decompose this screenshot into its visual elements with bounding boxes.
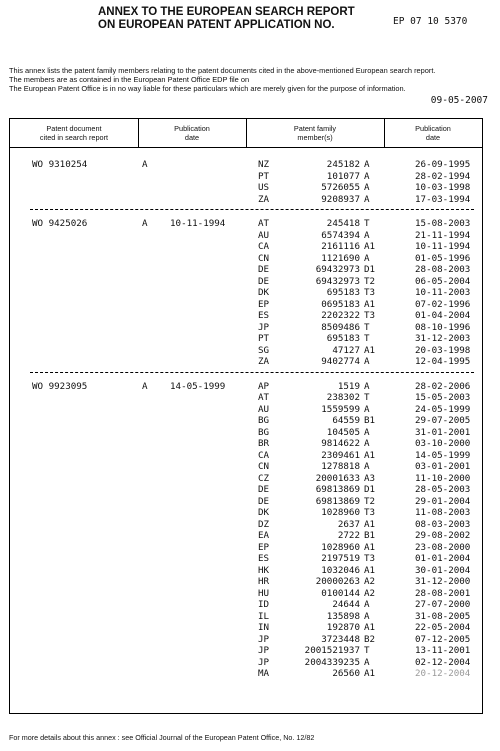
member-country: DE (258, 275, 270, 287)
member-country: EP (258, 298, 270, 310)
member-publication-date: 07-02-1996 (415, 298, 471, 310)
member-number: 20001633 (315, 472, 360, 484)
member-publication-date: 10-03-1998 (415, 182, 471, 193)
member-number: 47127 (332, 344, 360, 356)
table-row (10, 519, 482, 531)
member-kind: A (364, 461, 370, 472)
member-publication-date: 11-08-2003 (415, 507, 471, 518)
member-publication-date: 12-04-1995 (415, 356, 471, 367)
member-country: ZA (258, 356, 270, 367)
table-row (10, 310, 482, 322)
member-country: BR (258, 438, 270, 449)
member-country: CN (258, 252, 270, 264)
member-kind: T3 (364, 310, 376, 321)
table-row (10, 450, 482, 462)
member-country: JP (258, 321, 270, 333)
member-kind: A (364, 599, 370, 610)
table-row (10, 356, 482, 368)
table-row (10, 542, 482, 554)
member-number: 2722 (337, 530, 360, 541)
member-publication-date: 31-12-2000 (415, 576, 471, 587)
member-country: DK (258, 507, 270, 518)
patent-group (10, 218, 482, 368)
member-publication-date: 03-01-2001 (415, 461, 471, 472)
member-number: 5726055 (321, 182, 360, 193)
member-kind: T (364, 645, 370, 656)
member-publication-date: 20-12-2004 (415, 668, 471, 679)
member-publication-date: 29-08-2002 (415, 530, 471, 541)
cited-publication-date: 10-11-1994 (170, 218, 226, 229)
member-number: 0100144 (321, 587, 360, 599)
table-row (10, 381, 482, 393)
table-row (10, 333, 482, 345)
member-country: PT (258, 170, 270, 182)
member-kind: T2 (364, 495, 376, 507)
notice-line2: The members are as contained in the European Patent Office EDP file on (9, 75, 250, 84)
table-row (10, 599, 482, 611)
cited-document-kind: A (142, 159, 148, 170)
member-kind: T (364, 218, 370, 229)
member-country: AU (258, 403, 270, 415)
header-col3-line2: member(s) (297, 133, 333, 142)
member-number: 101077 (326, 170, 360, 182)
member-kind: A (364, 610, 370, 622)
table-row (10, 588, 482, 600)
member-publication-date: 13-11-2001 (415, 645, 471, 656)
member-number: 26560 (332, 668, 360, 679)
member-publication-date: 23-08-2000 (415, 541, 471, 553)
table-row (10, 415, 482, 427)
table-row (10, 427, 482, 439)
member-kind: A1 (364, 298, 376, 310)
header-col4-line2: date (425, 133, 441, 142)
member-number: 69432973 (315, 275, 360, 287)
member-number: 6574394 (321, 229, 360, 241)
table-row (10, 392, 482, 404)
header-col2-line2: date (184, 133, 200, 142)
member-country: CN (258, 461, 270, 472)
table-row (10, 218, 482, 230)
member-number: 24644 (332, 599, 360, 610)
member-number: 695183 (326, 333, 360, 344)
member-number: 9208937 (321, 193, 360, 205)
member-publication-date: 06-05-2004 (415, 275, 471, 287)
member-number: 0695183 (321, 298, 360, 310)
header-col1-line2: cited in search report (39, 133, 109, 142)
header-col1-line1: Patent document (46, 124, 102, 133)
member-number: 8509486 (321, 321, 360, 333)
table-row (10, 299, 482, 311)
cited-document-number: WO 9310254 (32, 159, 88, 170)
member-publication-date: 01-05-1996 (415, 252, 471, 264)
header-patent-document (10, 119, 138, 148)
member-country: HK (258, 564, 270, 576)
member-country: DK (258, 287, 270, 298)
table-row (10, 322, 482, 334)
member-number: 1028960 (321, 507, 360, 518)
table-row (10, 611, 482, 623)
member-number: 1278818 (321, 461, 360, 472)
member-number: 104505 (326, 426, 360, 438)
table-row (10, 484, 482, 496)
table-body (10, 159, 482, 680)
member-number: 238302 (326, 392, 360, 403)
member-publication-date: 28-08-2003 (415, 264, 471, 275)
table-row (10, 496, 482, 508)
member-publication-date: 02-12-2004 (415, 656, 471, 668)
header-family-members (246, 119, 384, 148)
member-country: EA (258, 530, 270, 541)
group-separator-row (10, 368, 482, 381)
table-row (10, 565, 482, 577)
member-country: CA (258, 449, 270, 461)
cited-document-kind: A (142, 218, 148, 229)
member-number: 245418 (326, 218, 360, 229)
member-number: 2001521937 (304, 645, 360, 656)
member-publication-date: 29-07-2005 (415, 415, 471, 426)
member-publication-date: 24-05-1999 (415, 403, 471, 415)
member-publication-date: 11-10-2000 (415, 472, 471, 484)
member-kind: A (364, 356, 370, 367)
member-country: MA (258, 668, 270, 679)
cited-document-number: WO 9425026 (32, 218, 88, 229)
table-row (10, 473, 482, 485)
member-country: JP (258, 633, 270, 645)
member-country: HR (258, 576, 270, 587)
member-number: 1121690 (321, 252, 360, 264)
table-row (10, 159, 482, 171)
member-number: 2309461 (321, 449, 360, 461)
member-kind: A1 (364, 449, 376, 461)
table-row (10, 657, 482, 669)
member-kind: A (364, 159, 370, 170)
member-number: 20000263 (315, 576, 360, 587)
report-title-line1: ANNEX TO THE EUROPEAN SEARCH REPORT (98, 6, 355, 18)
member-kind: T2 (364, 275, 376, 287)
table-row (10, 530, 482, 542)
member-kind: A1 (364, 518, 376, 530)
member-kind: A1 (364, 564, 376, 576)
table-row (10, 194, 482, 206)
group-separator (30, 209, 474, 210)
member-publication-date: 03-10-2000 (415, 438, 471, 449)
member-kind: B2 (364, 633, 376, 645)
member-kind: A (364, 170, 370, 182)
member-country: EP (258, 541, 270, 553)
member-kind: T (364, 333, 370, 344)
report-title-line2: ON EUROPEAN PATENT APPLICATION NO. (98, 19, 335, 31)
table-row (10, 438, 482, 450)
member-kind: A (364, 193, 370, 205)
member-kind: A (364, 438, 370, 449)
annex-notice (9, 66, 495, 93)
table-row (10, 461, 482, 473)
member-publication-date: 08-03-2003 (415, 518, 471, 530)
member-kind: A (364, 229, 370, 241)
member-number: 2004339235 (304, 656, 360, 668)
member-publication-date: 08-10-1996 (415, 321, 471, 333)
member-kind: T3 (364, 507, 376, 518)
member-publication-date: 14-05-1999 (415, 449, 471, 461)
notice-line3: The European Patent Office is in no way liable for these particulars which are merely given for the purpose of information. (9, 84, 406, 93)
member-kind: B1 (364, 530, 376, 541)
table-row (10, 576, 482, 588)
member-kind: A (364, 252, 370, 264)
table-row (10, 507, 482, 519)
member-kind: A (364, 182, 370, 193)
cited-document-kind: A (142, 380, 148, 392)
report-title (98, 6, 388, 32)
member-publication-date: 21-11-1994 (415, 229, 471, 241)
member-country: DE (258, 264, 270, 275)
table-row (10, 171, 482, 183)
member-kind: T3 (364, 553, 376, 564)
table-row (10, 645, 482, 657)
member-publication-date: 28-08-2001 (415, 587, 471, 599)
member-number: 1028960 (321, 541, 360, 553)
footer-note: For more details about this annex : see Official Journal of the European Patent Office, No. 12/82 (9, 733, 315, 742)
member-country: JP (258, 645, 270, 656)
member-publication-date: 15-08-2003 (415, 218, 471, 229)
report-date: 09-05-2007 (430, 95, 488, 106)
member-country: ZA (258, 193, 270, 205)
member-number: 2202322 (321, 310, 360, 321)
table-row (10, 345, 482, 357)
member-number: 2161116 (321, 241, 360, 252)
member-publication-date: 28-02-2006 (415, 380, 471, 392)
member-kind: A (364, 656, 370, 668)
member-number: 69432973 (315, 264, 360, 275)
member-country: CZ (258, 472, 270, 484)
application-number: EP 07 10 5370 (393, 16, 468, 27)
header-col4-line1: Publication (415, 124, 451, 133)
table-row (10, 404, 482, 416)
member-number: 135898 (326, 610, 360, 622)
member-country: BG (258, 415, 270, 426)
member-country: CA (258, 241, 270, 252)
member-number: 695183 (326, 287, 360, 298)
member-number: 1032046 (321, 564, 360, 576)
member-country: BG (258, 426, 270, 438)
member-kind: D1 (364, 484, 376, 495)
member-publication-date: 10-11-1994 (415, 241, 471, 252)
member-number: 245182 (326, 159, 360, 170)
table-row (10, 622, 482, 634)
patent-family-table (9, 118, 483, 714)
member-number: 192870 (326, 622, 360, 633)
member-kind: A1 (364, 668, 376, 679)
member-publication-date: 10-11-2003 (415, 287, 471, 298)
member-kind: A1 (364, 241, 376, 252)
member-number: 1559599 (321, 403, 360, 415)
table-row (10, 241, 482, 253)
patent-group (10, 159, 482, 205)
member-number: 9402774 (321, 356, 360, 367)
table-row (10, 287, 482, 299)
member-number: 1519 (337, 380, 360, 392)
member-country: SG (258, 344, 270, 356)
member-country: AP (258, 380, 270, 392)
group-separator (30, 372, 474, 373)
header-col2-line1: Publication (174, 124, 210, 133)
member-publication-date: 30-01-2004 (415, 564, 471, 576)
member-country: IN (258, 622, 270, 633)
table-row (10, 182, 482, 194)
member-kind: A1 (364, 541, 376, 553)
member-kind: A1 (364, 622, 376, 633)
member-number: 2197519 (321, 553, 360, 564)
member-country: AU (258, 229, 270, 241)
member-country: ES (258, 310, 270, 321)
member-country: US (258, 182, 270, 193)
member-publication-date: 31-01-2001 (415, 426, 471, 438)
member-country: NZ (258, 159, 270, 170)
group-separator-row (10, 205, 482, 218)
member-number: 2637 (337, 518, 360, 530)
member-publication-date: 31-08-2005 (415, 610, 471, 622)
member-publication-date: 01-04-2004 (415, 310, 471, 321)
member-publication-date: 28-02-1994 (415, 170, 471, 182)
member-kind: A1 (364, 344, 376, 356)
member-publication-date: 07-12-2005 (415, 633, 471, 645)
member-country: PT (258, 333, 270, 344)
patent-group (10, 381, 482, 680)
cited-document-number: WO 9923095 (32, 380, 88, 392)
table-row (10, 276, 482, 288)
table-row (10, 553, 482, 565)
member-publication-date: 28-05-2003 (415, 484, 471, 495)
member-publication-date: 27-07-2000 (415, 599, 471, 610)
table-row (10, 264, 482, 276)
table-row (10, 253, 482, 265)
member-publication-date: 20-03-1998 (415, 344, 471, 356)
member-publication-date: 15-05-2003 (415, 392, 471, 403)
member-kind: T (364, 321, 370, 333)
member-country: ES (258, 553, 270, 564)
member-publication-date: 17-03-1994 (415, 193, 471, 205)
member-publication-date: 26-09-1995 (415, 159, 471, 170)
member-kind: A2 (364, 576, 376, 587)
member-number: 69813869 (315, 484, 360, 495)
member-kind: A (364, 403, 370, 415)
member-kind: B1 (364, 415, 376, 426)
member-country: DE (258, 495, 270, 507)
member-kind: A (364, 380, 370, 392)
member-number: 69813869 (315, 495, 360, 507)
member-publication-date: 22-05-2004 (415, 622, 471, 633)
member-kind: A3 (364, 472, 376, 484)
member-number: 3723448 (321, 633, 360, 645)
member-country: JP (258, 656, 270, 668)
header-member-publication-date (384, 119, 482, 148)
member-kind: T3 (364, 287, 376, 298)
member-kind: D1 (364, 264, 376, 275)
member-country: AT (258, 218, 270, 229)
header-col3-line1: Patent family (293, 124, 337, 133)
cited-publication-date: 14-05-1999 (170, 380, 226, 392)
table-row (10, 668, 482, 680)
member-number: 9814622 (321, 438, 360, 449)
table-row (10, 230, 482, 242)
member-country: IL (258, 610, 270, 622)
member-kind: A2 (364, 587, 376, 599)
table-row (10, 634, 482, 646)
member-publication-date: 31-12-2003 (415, 333, 471, 344)
member-country: AT (258, 392, 270, 403)
member-country: DE (258, 484, 270, 495)
notice-line1: This annex lists the patent family members relating to the patent documents cited in the above-mentioned European search report. (9, 66, 436, 75)
member-country: HU (258, 587, 270, 599)
member-number: 64559 (332, 415, 360, 426)
member-publication-date: 01-01-2004 (415, 553, 471, 564)
member-kind: T (364, 392, 370, 403)
member-country: DZ (258, 518, 270, 530)
header-publication-date (138, 119, 246, 148)
member-country: ID (258, 599, 270, 610)
member-publication-date: 29-01-2004 (415, 495, 471, 507)
member-kind: A (364, 426, 370, 438)
